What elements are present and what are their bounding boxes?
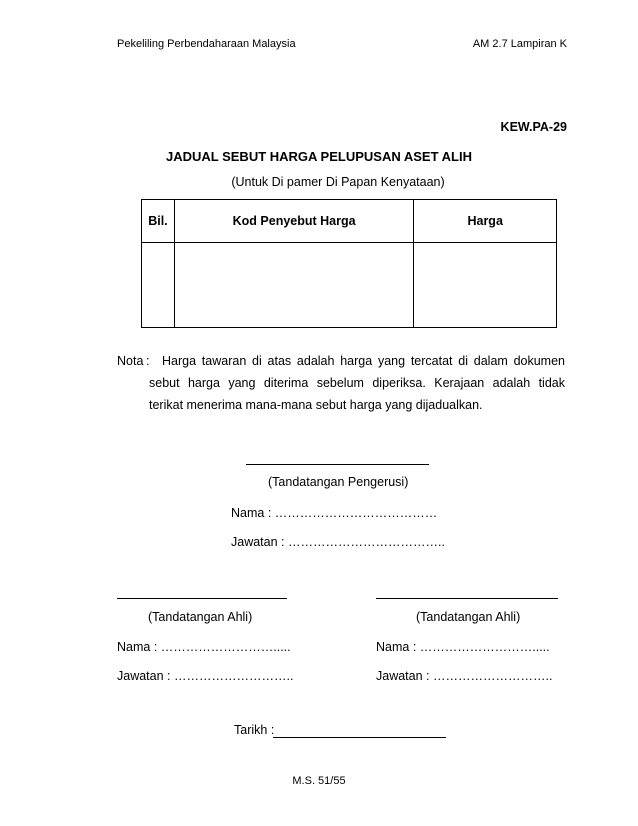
- column-header-harga: Harga: [414, 200, 557, 243]
- member-2-signature-line[interactable]: [376, 598, 558, 599]
- header-right: AM 2.7 Lampiran K: [472, 38, 567, 50]
- tarikh-label: Tarikh :: [234, 723, 275, 737]
- nota-colon: :: [146, 354, 150, 368]
- chairman-signature-line[interactable]: [246, 464, 429, 465]
- price-table: [141, 199, 557, 328]
- nota-line-3: terikat menerima mana-mana sebut harga yang dijadualkan.: [149, 398, 483, 412]
- table-cell-kod[interactable]: [174, 243, 414, 328]
- header-left: Pekeliling Perbendaharaan Malaysia: [117, 38, 296, 50]
- tarikh-line[interactable]: [273, 737, 446, 738]
- column-header-kod: Kod Penyebut Harga: [174, 200, 414, 243]
- document-subtitle: (Untuk Di pamer Di Papan Kenyataan): [231, 175, 445, 189]
- nota-line-2: sebut harga yang diterima sebelum diperiksa. Kerajaan adalah tidak: [149, 376, 565, 390]
- chairman-nama[interactable]: Nama : …………………………………: [231, 506, 438, 520]
- table-row: [142, 243, 557, 328]
- nota-line-1: Harga tawaran di atas adalah harga yang tercatat di dalam dokumen: [162, 354, 565, 368]
- page-number: M.S. 51/55: [292, 775, 346, 787]
- chairman-jawatan[interactable]: Jawatan : ………………………………..: [231, 535, 445, 549]
- member-1-signature-line[interactable]: [117, 598, 287, 599]
- member-1-jawatan[interactable]: Jawatan : ………………………..: [117, 669, 294, 683]
- member-1-signature-label: (Tandatangan Ahli): [148, 610, 253, 624]
- nota-label: Nota: [117, 354, 144, 368]
- column-header-bil: Bil.: [142, 200, 175, 243]
- chairman-signature-label: (Tandatangan Pengerusi): [268, 475, 409, 489]
- document-title: JADUAL SEBUT HARGA PELUPUSAN ASET ALIH: [165, 149, 472, 164]
- member-2-signature-label: (Tandatangan Ahli): [416, 610, 521, 624]
- table-header-row: [142, 200, 557, 243]
- form-code: KEW.PA-29: [500, 120, 567, 134]
- table-cell-harga[interactable]: [414, 243, 557, 328]
- member-2-nama[interactable]: Nama : ……………………….....: [376, 640, 550, 654]
- table-cell-bil[interactable]: [142, 243, 175, 328]
- member-1-nama[interactable]: Nama : ……………………….....: [117, 640, 291, 654]
- member-2-jawatan[interactable]: Jawatan : ………………………..: [376, 669, 553, 683]
